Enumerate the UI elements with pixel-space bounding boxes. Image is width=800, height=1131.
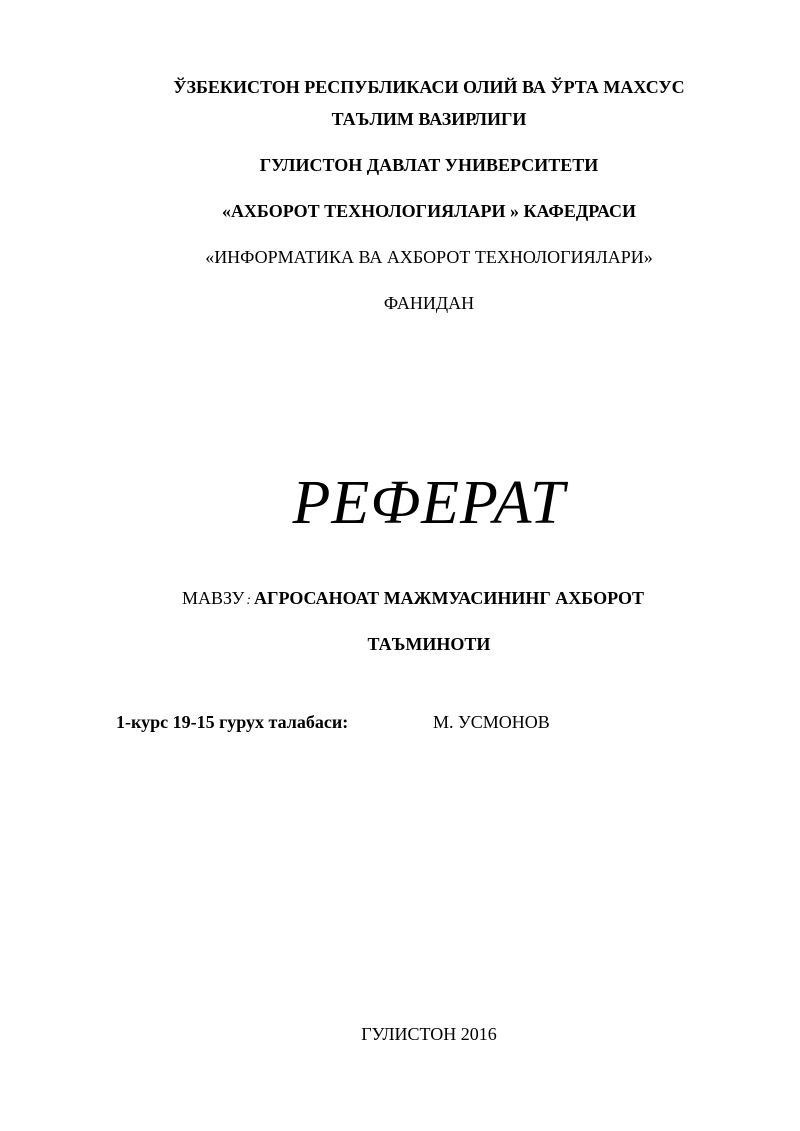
topic-label: МАВЗУ [182, 588, 245, 608]
footer-city-year: ГУЛИСТОН 2016 [361, 1024, 497, 1044]
topic-separator: : [246, 593, 251, 608]
topic-line [182, 587, 644, 612]
topic-value-line-1: АГРОСАНОАТ МАЖМУАСИНИНГ АХБОРОТ [254, 588, 644, 608]
student-name: М. УСМОНОВ [433, 712, 550, 732]
subject-name: «ИНФОРМАТИКА ВА АХБОРОТ ТЕХНОЛОГИЯЛАРИ» [205, 247, 653, 267]
ministry-line-1: ЎЗБЕКИСТОН РЕСПУБЛИКАСИ ОЛИЙ ВА ЎРТА МАХСУС [173, 77, 685, 97]
university-name: ГУЛИСТОН ДАВЛАТ УНИВЕРСИТЕТИ [259, 155, 599, 175]
student-label: 1-курс 19-15 гурух талабаси: [116, 712, 349, 732]
topic-value-line-2: ТАЪМИНОТИ [367, 634, 491, 654]
subject-suffix: ФАНИДАН [383, 293, 475, 313]
department-name: «АХБОРОТ ТЕХНОЛОГИЯЛАРИ » КАФЕДРАСИ [221, 201, 637, 221]
document-title: РЕФЕРАТ [292, 469, 566, 537]
ministry-line-2: ТАЪЛИМ ВАЗИРЛИГИ [331, 109, 527, 129]
